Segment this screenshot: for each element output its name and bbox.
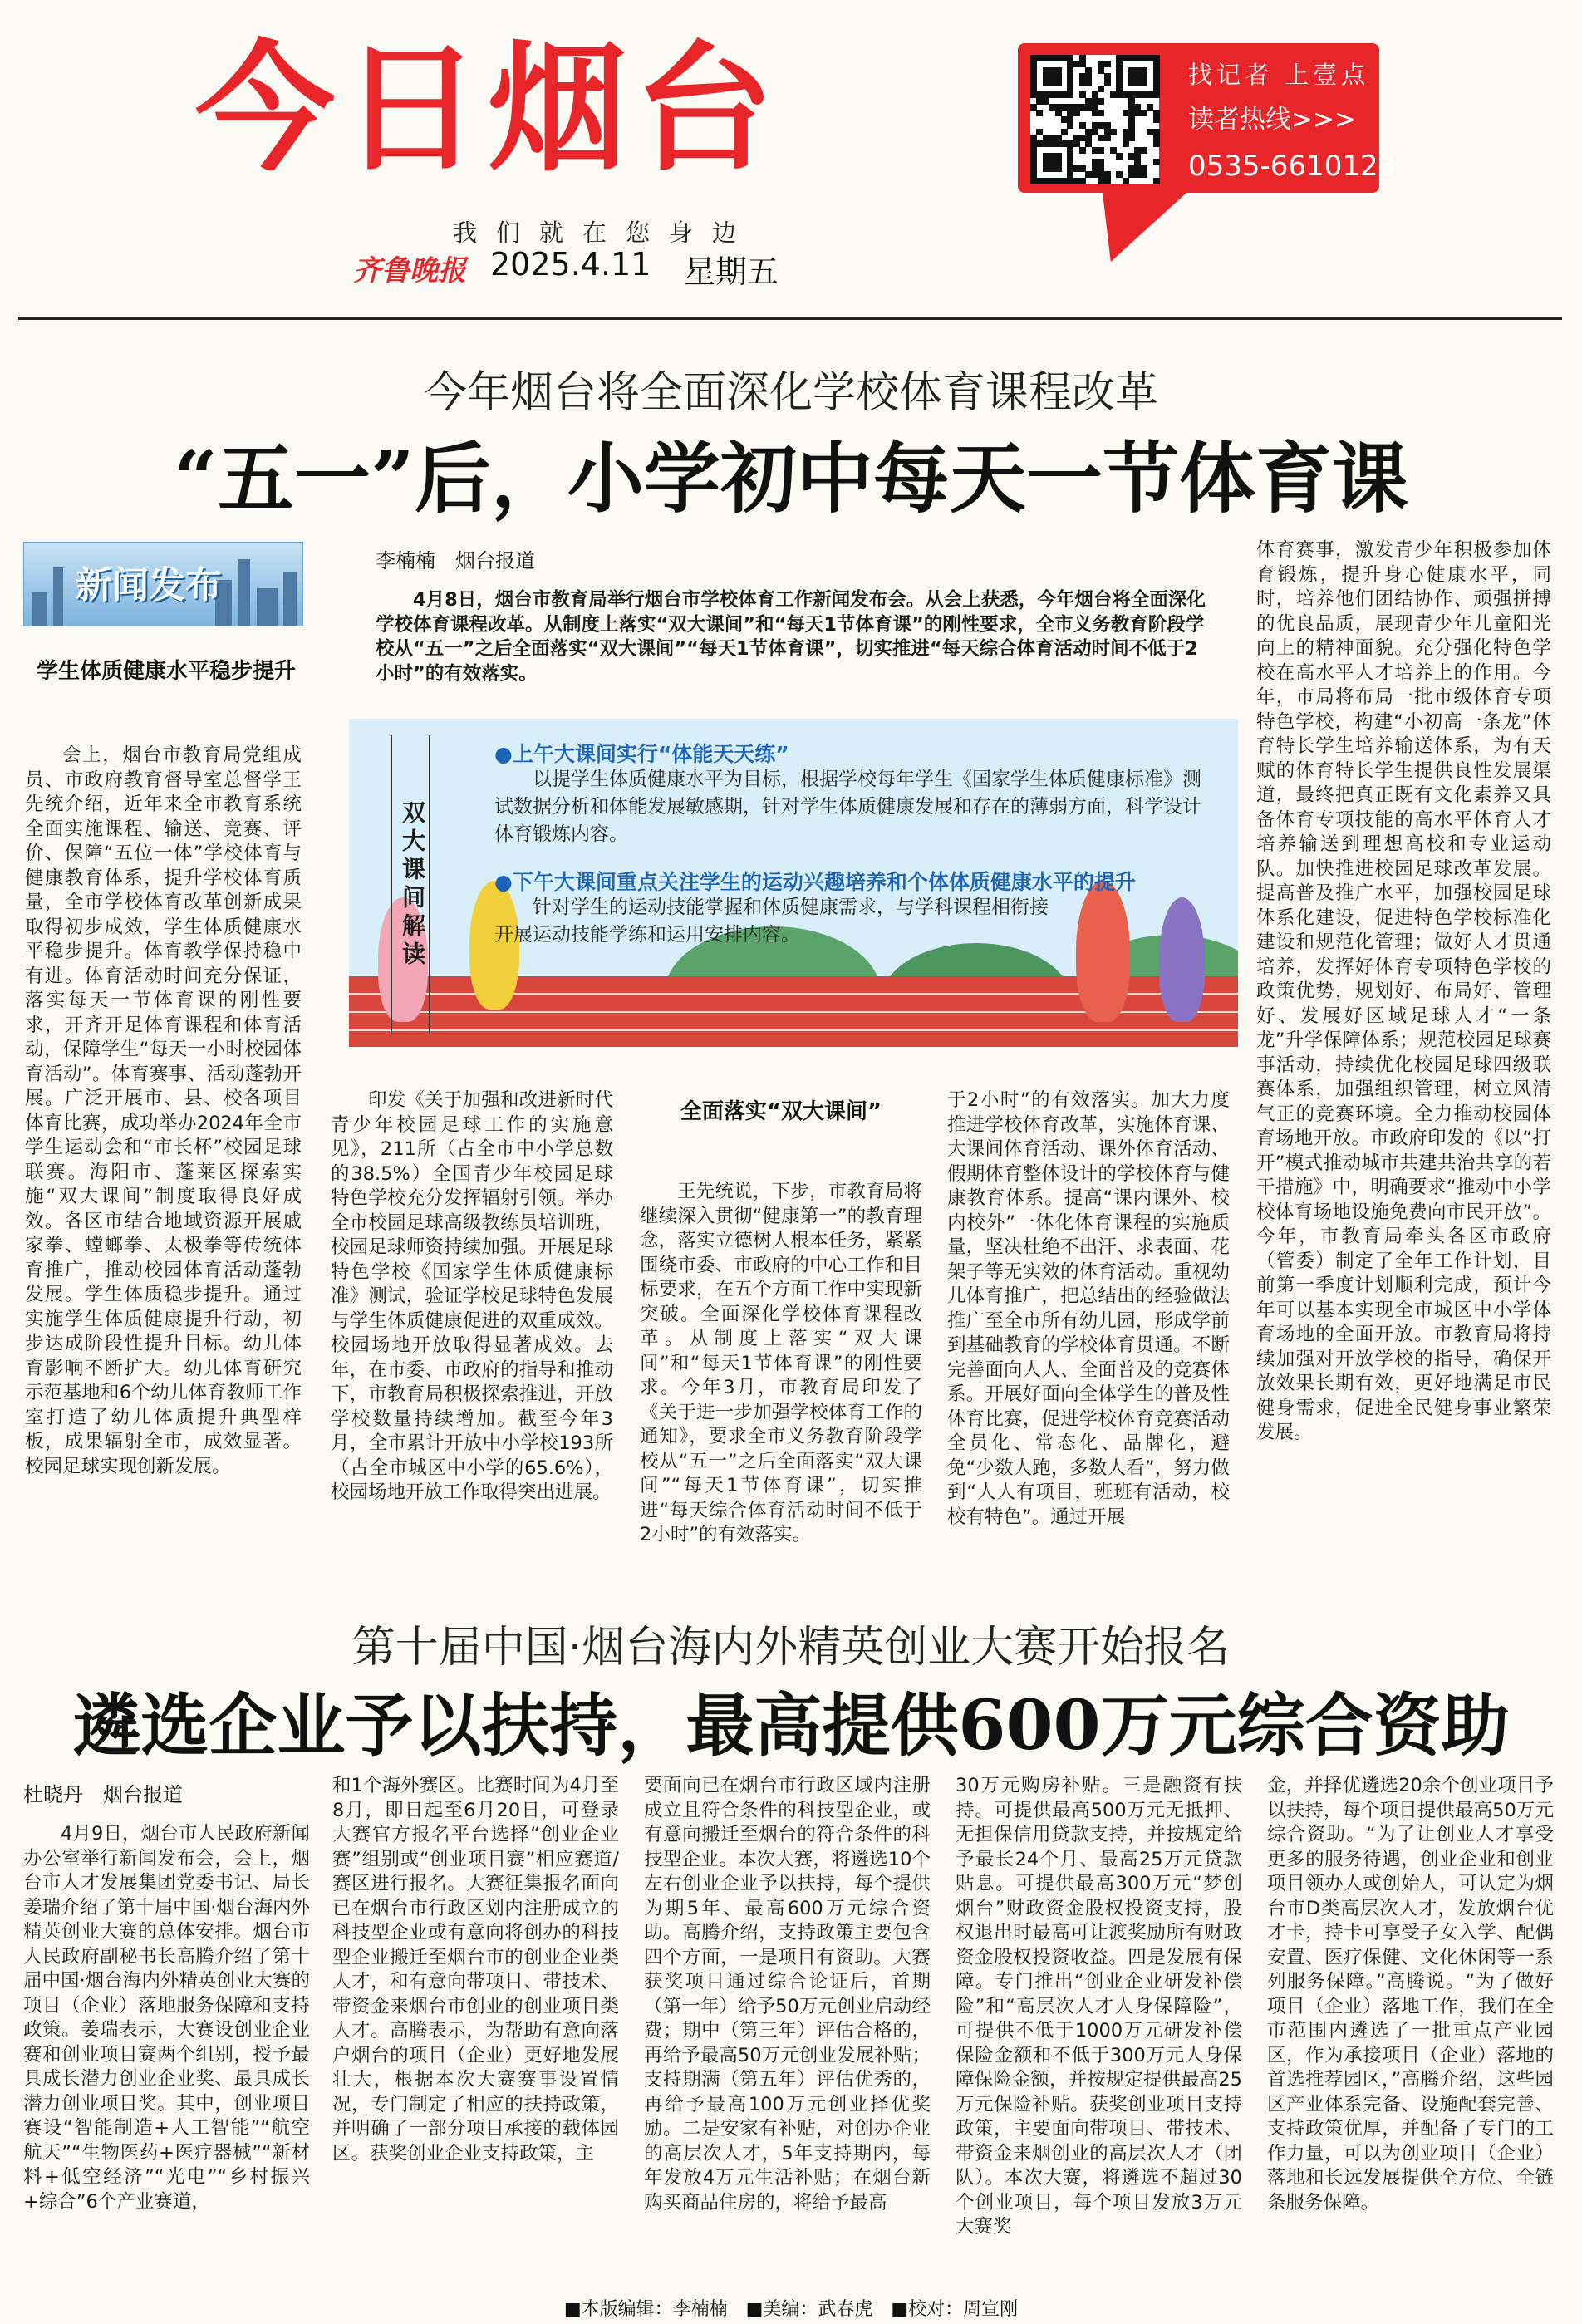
news-release-badge xyxy=(23,542,303,626)
badge-label: 新闻发布 xyxy=(76,564,222,607)
hotline-label: 读者热线>>> xyxy=(1188,105,1356,135)
story1-column-4 xyxy=(947,1088,1230,1550)
story1-column-3 xyxy=(640,1180,922,1550)
story2-column-2-text: 和1个海外赛区。比赛时间为4月至8月，即日起至6月20日，可登录大赛官方报名平台选择“创业企业赛”组别或“创业项目赛”相应赛道/赛区进行报名。大赛征集报名面向已在烟台市行政区划内注册成立的科技型企业或有意向将创办的科技型企业搬迁至烟台市的创业企业类人才，和有意向带项目、带技术、带资金来烟台市创业的创业项目类人才。高腾表示，为帮助有意向落户烟台的项目（企业）更好地发展壮大，根据本次大赛赛事设置情况，专门制定了相应的扶持政策，并明确了一部分项目承接的载体园区。获奖创业企业支持政策，主 xyxy=(332,1775,619,2164)
hotline-phone: 0535-6610123 xyxy=(1188,150,1397,183)
story2-column-1 xyxy=(23,1822,310,2283)
story1-headline: “五一”后，小学初中每天一节体育课 xyxy=(174,434,1408,523)
infographic-point2-body: 针对学生的运动技能掌握和体质健康需求，与学科课程相衔接开展运动技能学练和运用安排内容。 xyxy=(494,897,1049,946)
story1-lead: 4月8日，烟台市教育局举行烟台市学校体育工作新闻发布会。从会上获悉，今年烟台将全面深化学校体育课程改革。从制度上落实“双大课间”和“每天1节体育课”的刚性要求，全市义务教育阶段学校从“五一”之后全面落实“双大课间”“每天1节体育课”，切实推进“每天综合体育活动时间不低于2小时”的有效落实。 xyxy=(376,589,1206,685)
story1-column-3-title: 全面落实“双大课间” xyxy=(680,1099,882,1124)
infographic-side-title: 双大课间解读 xyxy=(391,735,430,1034)
story1-column-2-text: 印发《关于加强和改进新时代青少年校园足球工作的实施意见》，211所（占全市中小学总数的38.5%）全国青少年校园足球特色学校充分发挥辐射引领。举办全市校园足球高级教练员培训班，校园足球师资持续加强。开展足球特色学校《国家学生体质健康标准》测试，验证学校足球特色发展与学生体质健康促进的双重成效。校园场地开放取得显著成效。去年，在市委、市政府的指导和推动下，市教育局积极探索推进，开放学校数量持续增加。截至今年3月，全市累计开放中小学校193所（占全市城区中小学的65.6%），校园场地开放工作取得突出进展。 xyxy=(331,1089,613,1503)
page-credits: ■本版编辑：李楠楠 ■美编：武春虎 ■校对：周宣刚 xyxy=(563,2299,1019,2320)
story1-column-2 xyxy=(331,1088,613,1550)
runner-woman-icon xyxy=(1159,897,1205,1022)
issue-date: 2025.4.11 xyxy=(490,246,651,283)
paper-name: 齐鲁晚报 xyxy=(353,254,466,287)
hotline-slogan: 找记者 上壹点 xyxy=(1188,61,1370,89)
story1-column-5 xyxy=(1256,538,1551,1550)
runner-man-icon xyxy=(1076,881,1130,1022)
infographic-point1-body: 以提学生体质健康水平为目标，根据学校每年学生《国家学生体质健康标准》测试数据分析和体能发展敏感期，针对学生体质健康发展和存在的薄弱方面，科学设计体育锻炼内容。 xyxy=(494,769,1201,845)
story2-column-1-text: 4月9日，烟台市人民政府新闻办公室举行新闻发布会，会上，烟台市人才发展集团党委书记、局长姜瑞介绍了第十届中国·烟台海内外精英创业大赛的总体安排。烟台市人民政府副秘书长高腾介绍了第十届中国·烟台海内外精英创业大赛的项目（企业）落地服务保障和支持政策。姜瑞表示，大赛设创业企业赛和创业项目赛两个组别，授予最具成长潜力创业企业奖、最具成长潜力创业项目奖。其中，创业项目赛设“智能制造+人工智能”“航空航天”“生物医药+医疗器械”“新材料+低空经济”“光电”“乡村振兴+综合”6个产业赛道， xyxy=(23,1823,310,2213)
story2-byline: 杜晓丹 烟台报道 xyxy=(23,1783,183,1806)
story2-column-2 xyxy=(332,1774,619,2283)
story1-column-5-text: 体育赛事，激发青少年积极参加体育锻炼，提升身心健康水平，同时，培养他们团结协作、顽强拼搏的优良品质，展现青少年儿童阳光向上的精神面貌。充分强化特色学校在高水平人才培养上的作用。今年，市局将布局一批市级体育专项特色学校，构建“小初高一条龙”体育特长学生培养输送体系，为有天赋的体育特长学生提供良性发展渠道，最终把真正既有文化素养又具备体育专项技能的高水平体育人才培养输送到理想高校和专业运动队。加快推进校园足球改革发展。提高普及推广水平，加强校园足球体系化建设，促进特色学校标准化建设和规范化管理；做好人才贯通培养，发挥好体育专项特色学校的政策优势，规划好、布局好、管理好、发展好区域足球人才“一条龙”升学保障体系；规范校园足球赛事活动，持续优化校园足球四级联赛体系，加强组织管理，树立风清气正的竞赛环境。全力推动校园体育场地开放。市政府印发的《以“打开”模式推动城市共建共治共享的若干措施》中，明确要求“推动中小学校体育场地设施免费向市民开放”。今年，市教育局牵头各区市政府（管委）制定了全年工作计划，目前第一季度计划顺利完成，预计今年可以基本实现全市城区中小学体育场地的全面开放。市教育局将持续加强对开放学校的指导，确保开放效果长期有效，更好地满足市民健身需求，促进全民健身事业繁荣发展。 xyxy=(1256,539,1551,1443)
infographic-point2-title: ●下午大课间重点关注学生的运动兴趣培养和个体体质健康水平的提升 xyxy=(494,870,1136,894)
story2-column-3-text: 要面向已在烟台市行政区域内注册成立且符合条件的科技型企业，或有意向搬迁至烟台的符合条件的科技型企业。本次大赛，将遴选10个左右创业企业予以扶持，每个提供为期5年、最高600万元综合资助。高腾介绍，支持政策主要包含四个方面，一是项目有资助。大赛获奖项目通过综合论证后，首期（第一年）给予50万元创业启动经费；期中（第三年）评估合格的，再给予最高50万元创业发展补贴；支持期满（第五年）评估优秀的，再给予最高100万元创业择优奖励。二是安家有补贴，对创办企业的高层次人才，5年支持期内，每年发放4万元生活补贴；在烟台新购买商品住房的，将给予最高 xyxy=(644,1775,931,2213)
story2-column-4 xyxy=(956,1774,1242,2283)
story2-column-5 xyxy=(1267,1774,1554,2283)
masthead-divider xyxy=(18,317,1562,320)
story2-headline: 遴选企业予以扶持，最高提供600万元综合资助 xyxy=(72,1686,1510,1766)
qr-code-icon xyxy=(1030,55,1159,184)
story1-column-4-text: 于2小时”的有效落实。加大力度推进学校体育改革，实施体育课、大课间体育活动、课外体育活动、假期体育整体设计的学校体育与健康教育体系。提高“课内课外、校内校外”一体化体育课程的实施质量，坚决杜绝不出汗、求表面、花架子等无实效的体育活动。重视幼儿体育推广，把总结出的经验做法推广至全市所有幼儿园，形成学前到基础教育的学校体育贯通。不断完善面向人人、全面普及的竞赛体系。开展好面向全体学生的普及性体育比赛，促进学校体育竞赛活动全员化、常态化、品牌化，避免“少数人跑，多数人看”，努力做到“人人有项目，班班有活动，校校有特色”。通过开展 xyxy=(947,1089,1230,1528)
story2-column-3 xyxy=(644,1774,931,2283)
story1-byline: 李楠楠 烟台报道 xyxy=(376,549,535,572)
story1-column-3-text: 王先统说，下步，市教育局将继续深入贯彻“健康第一”的教育理念，落实立德树人根本任务，紧紧围绕市委、市政府的中心工作和目标要求，在五个方面工作中实现新突破。全面深化学校体育课程改革。从制度上落实“双大课间”和“每天1节体育课”的刚性要求。今年3月，市教育局印发了《关于进一步加强学校体育工作的通知》，要求全市义务教育阶段学校从“五一”之后全面落实“双大课间”“每天1节体育课”，切实推进“每天综合体育活动时间不低于2小时”的有效落实。 xyxy=(640,1181,922,1545)
story2-column-5-text: 金，并择优遴选20余个创业项目予以扶持，每个项目提供最高50万元综合资助。“为了让创业人才享受更多的服务待遇，创业企业和创业项目领办人或创始人，可认定为烟台市D类高层次人才，发放烟台优才卡，持卡可享受子女入学、配偶安置、医疗保健、文化休闲等一系列服务保障。”高腾说。“为了做好项目（企业）落地工作，我们在全市范围内遴选了一批重点产业园区，作为承接项目（企业）落地的首选推荐园区，”高腾介绍，这些园区产业体系完备、设施配套完善、支持政策优厚，并配备了专门的工作力量，可以为创业项目（企业）落地和长远发展提供全方位、全链条服务保障。 xyxy=(1267,1775,1554,2213)
masthead-title: 今日烟台 xyxy=(195,26,780,190)
story2-kicker: 第十届中国·烟台海内外精英创业大赛开始报名 xyxy=(351,1623,1231,1673)
issue-weekday: 星期五 xyxy=(684,253,779,290)
masthead-slogan: 我们就在您身边 xyxy=(453,219,756,247)
story1-column-1-text: 会上，烟台市教育局党组成员、市政府教育督导室总督学王先统介绍，近年来全市教育系统全面实施课程、输送、竞赛、评价、保障“五位一体”学校体育与健康教育体系，提升学校体育质量，全市学校体育改革创新成果取得初步成效，学生体质健康水平稳步提升。体育教学保持稳中有进。体育活动时间充分保证，落实每天一节体育课的刚性要求，开齐开足体育课程和体育活动，保障学生“每天一小时校园体育活动”。体育赛事、活动蓬勃开展。广泛开展市、县、校各项目体育比赛，成功举办2024年全市学生运动会和“市长杯”校园足球联赛。海阳市、蓬莱区探索实施“双大课间”制度取得良好成效。各区市结合地域资源开展戚家拳、螳螂拳、太极拳等传统体育推广，推动校园体育活动蓬勃发展。学生体质稳步提升。通过实施学生体质健康提升行动，初步达成阶段性提升目标。幼儿体育影响不断扩大。幼儿体育研究示范基地和6个幼儿体育教师工作室打造了幼儿体质提升典型样板，成果辐射全市，成效显著。校园足球实现创新发展。 xyxy=(25,744,302,1477)
story1-column-1 xyxy=(25,744,302,1550)
story2-column-4-text: 30万元购房补贴。三是融资有扶持。可提供最高500万元无抵押、无担保信用贷款支持，并按规定给予最长24个月、最高25万元贷款贴息。可提供最高300万元“梦创烟台”财政资金股权投资支持，股权退出时最高可让渡奖励所有财政资金股权投资收益。四是发展有保障。专门推出“创业企业研发补偿险”和“高层次人才人身保障险”，可提供不低于1000万元研发补偿保险金额和不低于300万元人身保障保险金额，并按规定提供最高25万元保险补贴。获奖创业项目支持政策，主要面向带项目、带技术、带资金来烟创业的高层次人才（团队）。本次大赛，将遴选不超过30个创业项目，每个项目发放3万元大赛奖 xyxy=(956,1775,1242,2238)
infographic-point1-title: ●上午大课间实行“体能天天练” xyxy=(494,742,789,766)
story1-kicker: 今年烟台将全面深化学校体育课程改革 xyxy=(423,368,1158,418)
story1-side-title: 学生体质健康水平稳步提升 xyxy=(36,659,296,684)
